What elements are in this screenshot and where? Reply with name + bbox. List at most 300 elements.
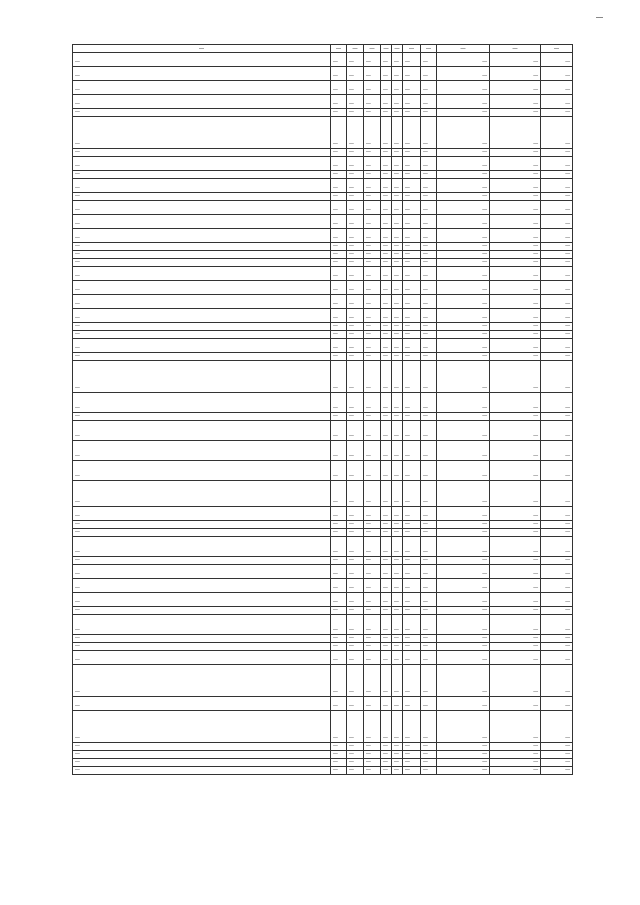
cell-percent: — xyxy=(541,353,573,361)
cell-executed: — xyxy=(490,149,541,157)
table-row xyxy=(73,537,573,557)
cell-code-direction: — xyxy=(403,481,421,507)
cell-code-subprogram: — xyxy=(392,413,403,421)
cell-executed: — xyxy=(490,251,541,259)
cell-plan: — xyxy=(437,109,490,117)
cell-executed: — xyxy=(490,643,541,651)
cell-code-program: — xyxy=(381,215,392,229)
cell-code-rz: — xyxy=(347,149,364,157)
cell-executed: — xyxy=(490,697,541,711)
cell-name: — xyxy=(73,743,331,751)
cell-code-grbs: — xyxy=(331,53,347,67)
cell-code-vr: — xyxy=(421,331,437,339)
cell-code-vr: — xyxy=(421,361,437,393)
cell-executed: — xyxy=(490,109,541,117)
cell-plan: — xyxy=(437,157,490,171)
cell-plan: — xyxy=(437,615,490,635)
cell-code-vr: — xyxy=(421,607,437,615)
table-row xyxy=(73,109,573,117)
cell-code-program: — xyxy=(381,643,392,651)
cell-name: — xyxy=(73,339,331,353)
cell-code-grbs: — xyxy=(331,651,347,665)
cell-name: — xyxy=(73,201,331,215)
cell-code-pr: — xyxy=(364,171,381,179)
table-row xyxy=(73,579,573,593)
table-row xyxy=(73,339,573,353)
cell-name: — xyxy=(73,259,331,267)
cell-executed: — xyxy=(490,607,541,615)
cell-percent: — xyxy=(541,229,573,243)
table-row xyxy=(73,81,573,95)
cell-code-vr: — xyxy=(421,579,437,593)
cell-code-direction: — xyxy=(403,413,421,421)
cell-executed: — xyxy=(490,537,541,557)
header-row xyxy=(73,45,573,53)
cell-code-direction: — xyxy=(403,565,421,579)
cell-code-grbs: — xyxy=(331,441,347,461)
cell-code-rz: — xyxy=(347,251,364,259)
budget-table xyxy=(72,44,573,775)
cell-code-pr: — xyxy=(364,229,381,243)
cell-plan: — xyxy=(437,665,490,697)
cell-code-rz: — xyxy=(347,259,364,267)
cell-percent: — xyxy=(541,461,573,481)
cell-code-rz: — xyxy=(347,537,364,557)
col-header: — xyxy=(490,45,541,53)
cell-code-pr: — xyxy=(364,149,381,157)
cell-code-rz: — xyxy=(347,615,364,635)
cell-code-vr: — xyxy=(421,507,437,521)
cell-executed: — xyxy=(490,361,541,393)
cell-code-vr: — xyxy=(421,697,437,711)
table-row xyxy=(73,281,573,295)
cell-code-subprogram: — xyxy=(392,529,403,537)
cell-plan: — xyxy=(437,117,490,149)
cell-name: — xyxy=(73,53,331,67)
cell-code-direction: — xyxy=(403,323,421,331)
cell-code-direction: — xyxy=(403,759,421,767)
cell-code-program: — xyxy=(381,251,392,259)
table-row xyxy=(73,295,573,309)
cell-code-program: — xyxy=(381,759,392,767)
cell-code-vr: — xyxy=(421,281,437,295)
cell-code-pr: — xyxy=(364,565,381,579)
cell-code-vr: — xyxy=(421,259,437,267)
cell-code-subprogram: — xyxy=(392,149,403,157)
cell-code-subprogram: — xyxy=(392,281,403,295)
cell-code-program: — xyxy=(381,557,392,565)
cell-code-vr: — xyxy=(421,521,437,529)
cell-executed: — xyxy=(490,507,541,521)
cell-code-subprogram: — xyxy=(392,109,403,117)
cell-name: — xyxy=(73,171,331,179)
cell-percent: — xyxy=(541,295,573,309)
cell-percent: — xyxy=(541,521,573,529)
cell-code-pr: — xyxy=(364,53,381,67)
cell-name: — xyxy=(73,521,331,529)
table-row xyxy=(73,441,573,461)
cell-code-grbs: — xyxy=(331,751,347,759)
col-header: — xyxy=(381,45,392,53)
cell-plan: — xyxy=(437,229,490,243)
cell-code-rz: — xyxy=(347,309,364,323)
cell-code-grbs: — xyxy=(331,157,347,171)
cell-plan: — xyxy=(437,651,490,665)
cell-executed: — xyxy=(490,67,541,81)
cell-code-direction: — xyxy=(403,339,421,353)
cell-code-program: — xyxy=(381,67,392,81)
cell-code-grbs: — xyxy=(331,259,347,267)
cell-code-program: — xyxy=(381,743,392,751)
cell-code-grbs: — xyxy=(331,767,347,775)
cell-code-subprogram: — xyxy=(392,323,403,331)
cell-code-grbs: — xyxy=(331,421,347,441)
cell-code-rz: — xyxy=(347,651,364,665)
cell-code-direction: — xyxy=(403,615,421,635)
cell-code-vr: — xyxy=(421,441,437,461)
cell-code-rz: — xyxy=(347,215,364,229)
cell-percent: — xyxy=(541,751,573,759)
cell-code-program: — xyxy=(381,711,392,743)
cell-code-vr: — xyxy=(421,251,437,259)
cell-code-rz: — xyxy=(347,53,364,67)
cell-code-pr: — xyxy=(364,461,381,481)
cell-code-program: — xyxy=(381,353,392,361)
cell-code-direction: — xyxy=(403,295,421,309)
cell-code-vr: — xyxy=(421,339,437,353)
cell-code-pr: — xyxy=(364,201,381,215)
cell-executed: — xyxy=(490,557,541,565)
cell-code-rz: — xyxy=(347,711,364,743)
table-row xyxy=(73,767,573,775)
cell-code-subprogram: — xyxy=(392,117,403,149)
cell-plan: — xyxy=(437,53,490,67)
cell-code-grbs: — xyxy=(331,615,347,635)
cell-percent: — xyxy=(541,697,573,711)
cell-code-pr: — xyxy=(364,179,381,193)
cell-code-subprogram: — xyxy=(392,565,403,579)
cell-code-pr: — xyxy=(364,751,381,759)
cell-code-subprogram: — xyxy=(392,229,403,243)
cell-code-rz: — xyxy=(347,229,364,243)
cell-code-program: — xyxy=(381,767,392,775)
cell-plan: — xyxy=(437,635,490,643)
cell-executed: — xyxy=(490,295,541,309)
page-number: — xyxy=(596,14,603,21)
cell-code-grbs: — xyxy=(331,171,347,179)
cell-code-vr: — xyxy=(421,751,437,759)
cell-code-rz: — xyxy=(347,461,364,481)
cell-plan: — xyxy=(437,67,490,81)
cell-percent: — xyxy=(541,179,573,193)
cell-code-pr: — xyxy=(364,117,381,149)
cell-plan: — xyxy=(437,339,490,353)
cell-code-program: — xyxy=(381,179,392,193)
cell-code-pr: — xyxy=(364,579,381,593)
cell-plan: — xyxy=(437,481,490,507)
cell-code-grbs: — xyxy=(331,565,347,579)
cell-percent: — xyxy=(541,251,573,259)
cell-plan: — xyxy=(437,461,490,481)
cell-code-direction: — xyxy=(403,593,421,607)
cell-code-subprogram: — xyxy=(392,643,403,651)
cell-code-direction: — xyxy=(403,421,421,441)
cell-plan: — xyxy=(437,323,490,331)
cell-name: — xyxy=(73,179,331,193)
cell-executed: — xyxy=(490,243,541,251)
table-row xyxy=(73,67,573,81)
table-body xyxy=(73,53,573,775)
cell-code-subprogram: — xyxy=(392,607,403,615)
cell-executed: — xyxy=(490,171,541,179)
cell-code-direction: — xyxy=(403,81,421,95)
cell-percent: — xyxy=(541,323,573,331)
table-row xyxy=(73,193,573,201)
table-row xyxy=(73,615,573,635)
cell-plan: — xyxy=(437,579,490,593)
cell-code-subprogram: — xyxy=(392,579,403,593)
cell-plan: — xyxy=(437,421,490,441)
cell-code-pr: — xyxy=(364,323,381,331)
col-header: — xyxy=(403,45,421,53)
cell-name: — xyxy=(73,481,331,507)
cell-code-grbs: — xyxy=(331,81,347,95)
cell-plan: — xyxy=(437,565,490,579)
cell-plan: — xyxy=(437,259,490,267)
cell-code-pr: — xyxy=(364,413,381,421)
cell-code-program: — xyxy=(381,109,392,117)
cell-code-vr: — xyxy=(421,117,437,149)
cell-code-pr: — xyxy=(364,259,381,267)
cell-plan: — xyxy=(437,179,490,193)
cell-code-subprogram: — xyxy=(392,767,403,775)
cell-code-program: — xyxy=(381,615,392,635)
cell-executed: — xyxy=(490,201,541,215)
cell-executed: — xyxy=(490,81,541,95)
table-row xyxy=(73,697,573,711)
cell-code-rz: — xyxy=(347,607,364,615)
cell-plan: — xyxy=(437,607,490,615)
cell-code-rz: — xyxy=(347,109,364,117)
cell-code-pr: — xyxy=(364,529,381,537)
cell-code-grbs: — xyxy=(331,309,347,323)
cell-code-pr: — xyxy=(364,193,381,201)
cell-percent: — xyxy=(541,281,573,295)
cell-code-direction: — xyxy=(403,109,421,117)
col-header: — xyxy=(437,45,490,53)
cell-executed: — xyxy=(490,593,541,607)
cell-code-direction: — xyxy=(403,281,421,295)
cell-code-program: — xyxy=(381,413,392,421)
cell-code-pr: — xyxy=(364,243,381,251)
cell-code-rz: — xyxy=(347,421,364,441)
cell-code-rz: — xyxy=(347,529,364,537)
cell-percent: — xyxy=(541,665,573,697)
table-row xyxy=(73,751,573,759)
cell-executed: — xyxy=(490,421,541,441)
cell-code-subprogram: — xyxy=(392,759,403,767)
cell-code-program: — xyxy=(381,441,392,461)
cell-code-direction: — xyxy=(403,393,421,413)
cell-code-program: — xyxy=(381,309,392,323)
cell-code-pr: — xyxy=(364,393,381,413)
cell-percent: — xyxy=(541,711,573,743)
cell-code-vr: — xyxy=(421,353,437,361)
cell-code-rz: — xyxy=(347,171,364,179)
cell-executed: — xyxy=(490,339,541,353)
cell-code-grbs: — xyxy=(331,461,347,481)
cell-code-rz: — xyxy=(347,81,364,95)
cell-code-grbs: — xyxy=(331,393,347,413)
cell-name: — xyxy=(73,461,331,481)
cell-name: — xyxy=(73,157,331,171)
cell-code-vr: — xyxy=(421,615,437,635)
cell-code-pr: — xyxy=(364,339,381,353)
cell-code-direction: — xyxy=(403,171,421,179)
cell-percent: — xyxy=(541,267,573,281)
cell-code-vr: — xyxy=(421,201,437,215)
cell-code-rz: — xyxy=(347,281,364,295)
cell-code-grbs: — xyxy=(331,665,347,697)
cell-code-program: — xyxy=(381,651,392,665)
cell-code-subprogram: — xyxy=(392,309,403,323)
table-row xyxy=(73,481,573,507)
cell-executed: — xyxy=(490,117,541,149)
cell-code-rz: — xyxy=(347,751,364,759)
cell-code-program: — xyxy=(381,697,392,711)
cell-code-pr: — xyxy=(364,309,381,323)
cell-code-program: — xyxy=(381,229,392,243)
cell-code-program: — xyxy=(381,481,392,507)
cell-plan: — xyxy=(437,295,490,309)
cell-code-vr: — xyxy=(421,67,437,81)
cell-code-rz: — xyxy=(347,157,364,171)
cell-executed: — xyxy=(490,529,541,537)
cell-code-rz: — xyxy=(347,593,364,607)
cell-code-direction: — xyxy=(403,743,421,751)
cell-code-grbs: — xyxy=(331,481,347,507)
cell-percent: — xyxy=(541,759,573,767)
table-row xyxy=(73,607,573,615)
cell-executed: — xyxy=(490,635,541,643)
cell-name: — xyxy=(73,579,331,593)
cell-plan: — xyxy=(437,537,490,557)
table-row xyxy=(73,557,573,565)
cell-code-rz: — xyxy=(347,697,364,711)
cell-code-vr: — xyxy=(421,529,437,537)
cell-code-subprogram: — xyxy=(392,615,403,635)
cell-executed: — xyxy=(490,579,541,593)
cell-code-pr: — xyxy=(364,331,381,339)
table-row xyxy=(73,229,573,243)
cell-code-vr: — xyxy=(421,323,437,331)
cell-name: — xyxy=(73,229,331,243)
cell-code-rz: — xyxy=(347,393,364,413)
cell-percent: — xyxy=(541,441,573,461)
table-row xyxy=(73,179,573,193)
cell-code-vr: — xyxy=(421,81,437,95)
cell-code-direction: — xyxy=(403,67,421,81)
cell-executed: — xyxy=(490,267,541,281)
col-header: — xyxy=(541,45,573,53)
cell-code-subprogram: — xyxy=(392,743,403,751)
cell-code-program: — xyxy=(381,243,392,251)
cell-name: — xyxy=(73,295,331,309)
cell-name: — xyxy=(73,615,331,635)
cell-code-grbs: — xyxy=(331,109,347,117)
cell-executed: — xyxy=(490,229,541,243)
cell-name: — xyxy=(73,251,331,259)
cell-code-vr: — xyxy=(421,557,437,565)
cell-percent: — xyxy=(541,557,573,565)
cell-code-program: — xyxy=(381,295,392,309)
cell-code-program: — xyxy=(381,751,392,759)
cell-executed: — xyxy=(490,461,541,481)
cell-code-vr: — xyxy=(421,179,437,193)
cell-code-vr: — xyxy=(421,767,437,775)
cell-name: — xyxy=(73,243,331,251)
table-row xyxy=(73,759,573,767)
cell-code-subprogram: — xyxy=(392,393,403,413)
cell-code-subprogram: — xyxy=(392,95,403,109)
cell-code-pr: — xyxy=(364,281,381,295)
cell-code-vr: — xyxy=(421,413,437,421)
cell-code-rz: — xyxy=(347,339,364,353)
table-row xyxy=(73,267,573,281)
cell-code-pr: — xyxy=(364,635,381,643)
cell-code-vr: — xyxy=(421,651,437,665)
cell-code-direction: — xyxy=(403,665,421,697)
cell-name: — xyxy=(73,331,331,339)
cell-code-rz: — xyxy=(347,481,364,507)
cell-code-grbs: — xyxy=(331,117,347,149)
cell-name: — xyxy=(73,711,331,743)
cell-executed: — xyxy=(490,309,541,323)
cell-percent: — xyxy=(541,643,573,651)
cell-code-direction: — xyxy=(403,229,421,243)
cell-executed: — xyxy=(490,743,541,751)
cell-name: — xyxy=(73,635,331,643)
cell-percent: — xyxy=(541,95,573,109)
col-header: — xyxy=(347,45,364,53)
table-row xyxy=(73,259,573,267)
cell-name: — xyxy=(73,643,331,651)
cell-code-program: — xyxy=(381,507,392,521)
cell-code-subprogram: — xyxy=(392,267,403,281)
cell-plan: — xyxy=(437,697,490,711)
cell-code-vr: — xyxy=(421,109,437,117)
cell-code-subprogram: — xyxy=(392,243,403,251)
cell-code-grbs: — xyxy=(331,593,347,607)
cell-code-rz: — xyxy=(347,331,364,339)
cell-executed: — xyxy=(490,157,541,171)
col-header: — xyxy=(392,45,403,53)
cell-code-grbs: — xyxy=(331,759,347,767)
col-header: — xyxy=(331,45,347,53)
cell-code-subprogram: — xyxy=(392,157,403,171)
cell-code-program: — xyxy=(381,529,392,537)
cell-plan: — xyxy=(437,529,490,537)
cell-plan: — xyxy=(437,643,490,651)
cell-code-subprogram: — xyxy=(392,635,403,643)
cell-code-direction: — xyxy=(403,537,421,557)
cell-executed: — xyxy=(490,481,541,507)
cell-code-rz: — xyxy=(347,353,364,361)
cell-executed: — xyxy=(490,521,541,529)
cell-code-rz: — xyxy=(347,743,364,751)
cell-code-subprogram: — xyxy=(392,521,403,529)
cell-code-direction: — xyxy=(403,751,421,759)
